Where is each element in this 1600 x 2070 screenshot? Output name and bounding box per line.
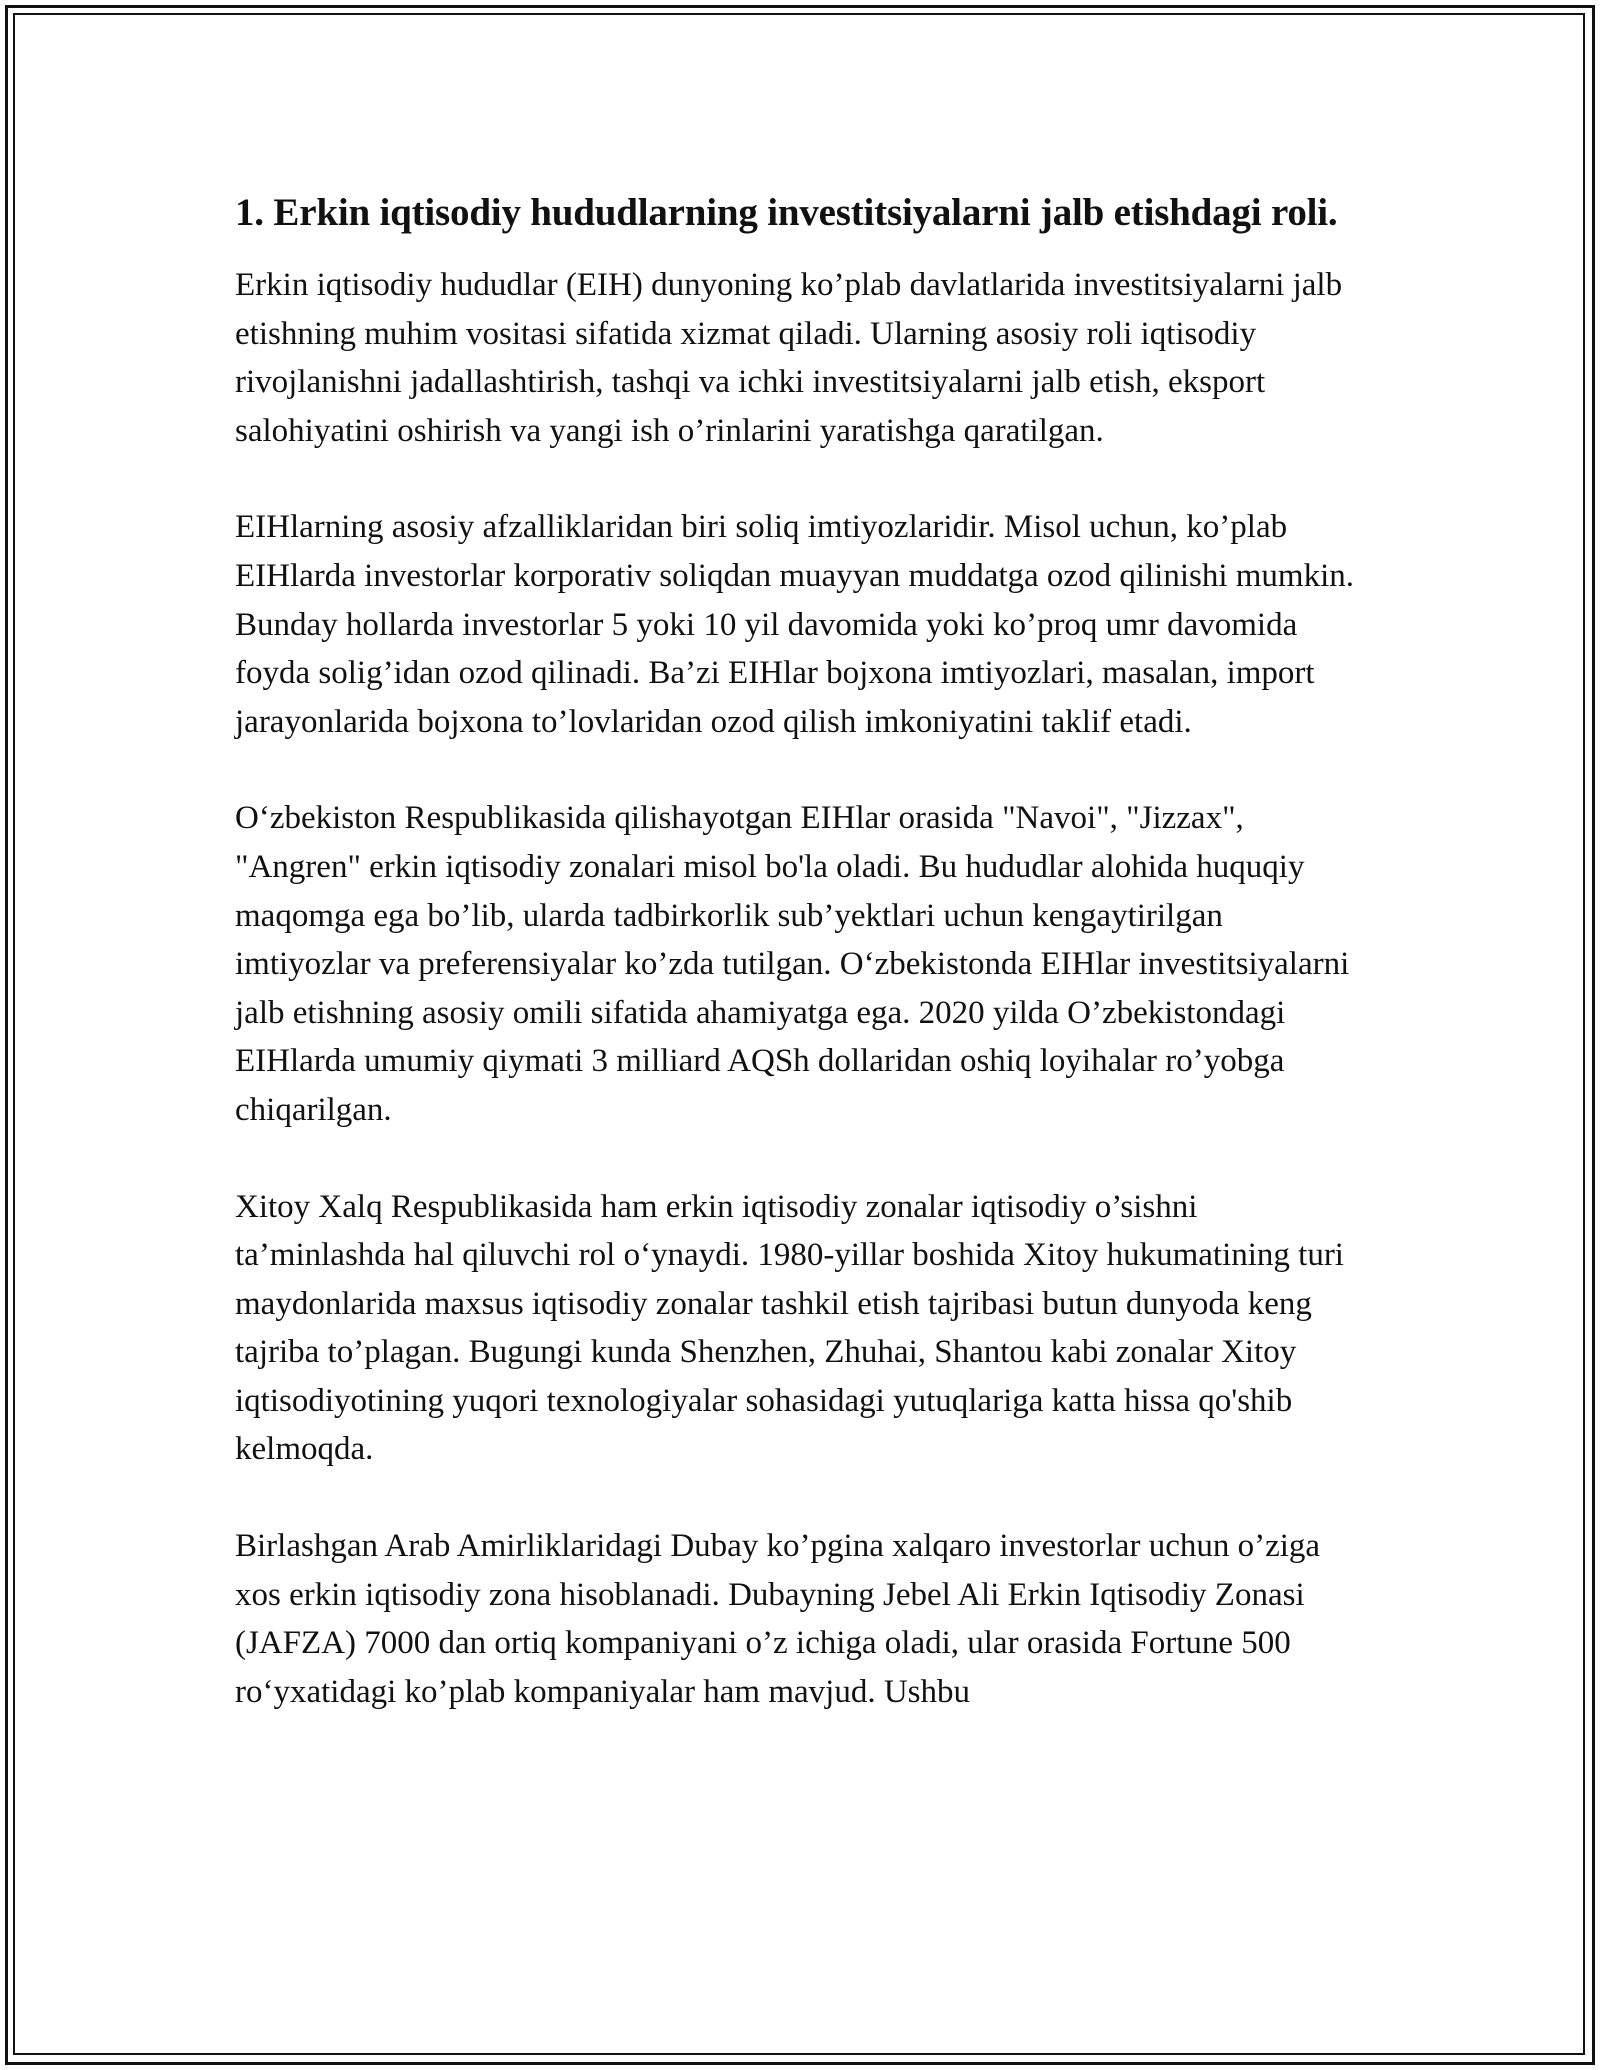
paragraph-tax-benefits: EIHlarning asosiy afzalliklaridan biri soliq imtiyozlaridir. Misol uchun, ko’plab EIHlarda investorlar korporativ soliqdan muayyan muddatga ozod qilinishi mumkin. Bunday hollarda investorlar 5 yoki 10 yil davomida yoki ko’proq umr davomida foyda solig’idan ozod qilinadi. Ba’zi EIHlar bojxona imtiyozlari, masalan, import jarayonlarida bojxona to’lovlaridan ozod qilish imkoniyatini taklif etadi. bbox=[235, 509, 1355, 740]
paragraph-uzbekistan: O‘zbekiston Respublikasida qilishayotgan EIHlar orasida "Navoi", "Jizzax", "Angren" erkin iqtisodiy zonalari misol bo'la oladi. Bu hududlar alohida huquqiy maqomga ega bo’lib, ularda tadbirkorlik sub’yektlari uchun kengaytirilgan imtiyozlar va preferensiyalar ko’zda tutilgan. O‘zbekistonda EIHlar investitsiyalarni jalb etishning asosiy omili sifatida ahamiyatga ega. 2020 yilda O’zbekistondagi EIHlarda umumiy qiymati 3 milliard AQSh dollaridan oshiq loyihalar ro’yobga chiqarilgan. bbox=[235, 800, 1350, 1128]
paragraph-china: Xitoy Xalq Respublikasida ham erkin iqtisodiy zonalar iqtisodiy o’sishni ta’minlashda hal qiluvchi rol o‘ynaydi. 1980-yillar boshida Xitoy hukumatining turi maydonlarida maxsus iqtisodiy zonalar tashkil etish tajribasi butun dunyoda keng tajriba to’plagan. Bugungi kunda Shenzhen, Zhuhai, Shantou kabi zonalar Xitoy iqtisodiyotining yuqori texnologiyalar sohasidagi yutuqlariga katta hissa qo'shib kelmoqda. bbox=[235, 1188, 1344, 1468]
section-title: 1. Erkin iqtisodiy hududlarning investitsiyalarni jalb etishdagi roli. bbox=[235, 191, 1338, 234]
paragraph-intro: Erkin iqtisodiy hududlar (EIH) dunyoning ko’plab davlatlarida investitsiyalarni jalb etishning muhim vositasi sifatida xizmat qiladi. Ularning asosiy roli iqtisodiy rivojlanishni jadallashtirish, tashqi va ichki investitsiyalarni jalb etish, eksport salohiyatini oshirish va yangi ish o’rinlarini yaratishga qaratilgan. bbox=[235, 267, 1343, 449]
paragraph-uae: Birlashgan Arab Amirliklaridagi Dubay ko’pgina xalqaro investorlar uchun o’ziga xos erkin iqtisodiy zona hisoblanadi. Dubayning Jebel Ali Erkin Iqtisodiy Zonasi (JAFZA) 7000 dan ortiq kompaniyani o’z ichiga oladi, ular orasida Fortune 500 ro‘yxatidagi ko’plab kompaniyalar ham mavjud. Ushbu bbox=[235, 1528, 1321, 1710]
document-body bbox=[235, 185, 1365, 1764]
